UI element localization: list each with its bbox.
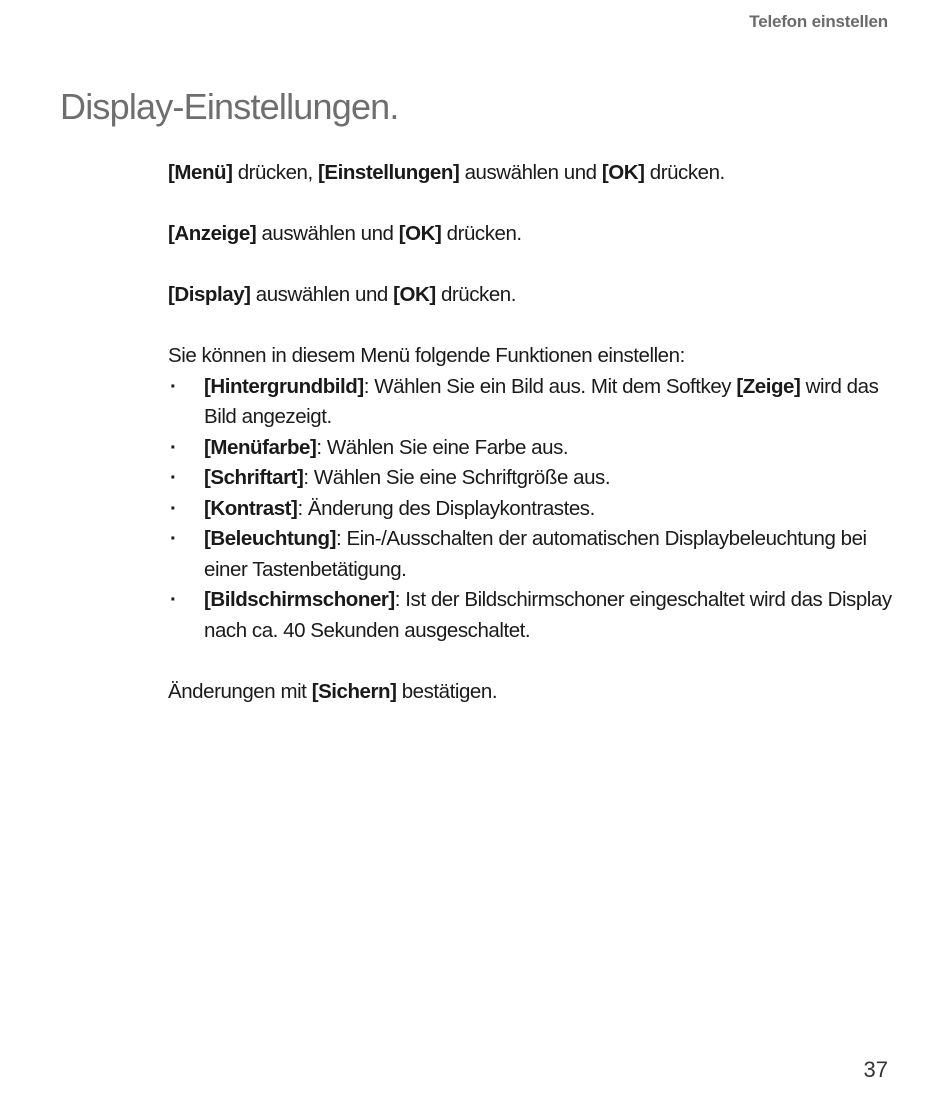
- feature-text: [Bildschirmschoner]: Ist der Bildschirmschoner eingeschaltet wird das Display nach ca. 40 Sekunden ausgeschaltet.: [204, 588, 892, 642]
- bullet-icon: ·: [170, 527, 177, 550]
- ui-term: [OK]: [601, 161, 645, 184]
- ui-term: [OK]: [393, 283, 436, 306]
- ui-term: [Menü]: [168, 161, 233, 184]
- bullet-icon: ·: [170, 588, 177, 611]
- ui-term: [Display]: [168, 283, 251, 306]
- ui-term: [Bildschirmschoner]: [204, 588, 395, 611]
- ui-term: [Hintergrundbild]: [204, 374, 364, 398]
- bullet-icon: ·: [170, 435, 177, 459]
- bullet-icon: ·: [170, 374, 177, 398]
- feature-item: [168, 524, 898, 585]
- instructions-body: [168, 158, 898, 707]
- ui-term: [Schriftart]: [204, 466, 304, 489]
- feature-text: [Kontrast]: Änderung des Displaykontrastes.: [204, 496, 595, 520]
- feature-text: [Hintergrundbild]: Wählen Sie ein Bild aus. Mit dem Softkey [Zeige] wird das Bild angezeigt.: [204, 374, 879, 428]
- ui-term: [Kontrast]: [204, 496, 298, 520]
- feature-list: [168, 372, 898, 647]
- ui-term: [Einstellungen]: [318, 161, 460, 184]
- feature-text: [Menüfarbe]: Wählen Sie eine Farbe aus.: [204, 435, 569, 459]
- feature-item: [168, 494, 898, 525]
- feature-intro: Sie können in diesem Menü folgende Funktionen einstellen:: [168, 344, 685, 367]
- running-header: Telefon einstellen: [749, 12, 888, 31]
- feature-item: [168, 433, 898, 464]
- instruction-step: [Display] auswählen und [OK] drücken.: [168, 283, 516, 306]
- ui-term: [OK]: [398, 222, 442, 245]
- ui-term: [Anzeige]: [168, 222, 257, 245]
- instruction-step: [Menü] drücken, [Einstellungen] auswählen und [OK] drücken.: [168, 161, 725, 184]
- ui-term: [Sichern]: [311, 679, 397, 703]
- ui-term: [Menüfarbe]: [204, 435, 317, 459]
- confirm-instruction: Änderungen mit [Sichern] bestätigen.: [168, 679, 498, 703]
- page-number: 37: [863, 1057, 888, 1082]
- ui-term: [Beleuchtung]: [204, 527, 336, 550]
- ui-term: [Zeige]: [736, 374, 801, 398]
- feature-item: [168, 463, 898, 494]
- feature-item: [168, 372, 898, 433]
- instruction-step: [Anzeige] auswählen und [OK] drücken.: [168, 222, 522, 245]
- page-title: Display-Einstellungen.: [60, 86, 399, 127]
- feature-text: [Beleuchtung]: Ein-/Ausschalten der automatischen Displaybeleuchtung bei einer Tastenbetätigung.: [204, 527, 867, 581]
- feature-text: [Schriftart]: Wählen Sie eine Schriftgröße aus.: [204, 466, 611, 489]
- feature-item: [168, 585, 898, 646]
- bullet-icon: ·: [170, 466, 177, 489]
- bullet-icon: ·: [170, 496, 177, 520]
